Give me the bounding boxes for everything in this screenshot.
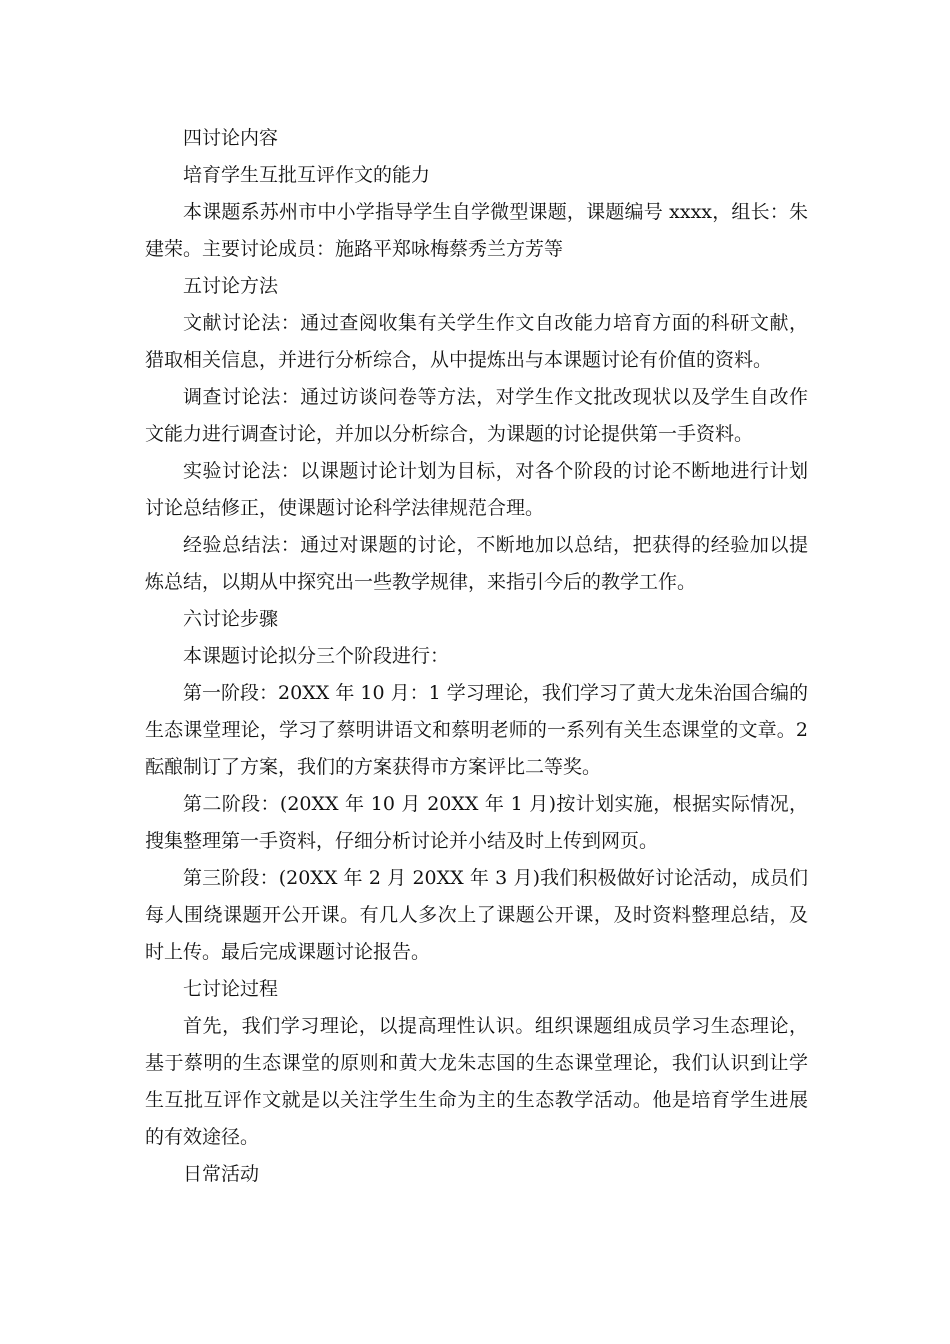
section-heading-steps: 六讨论步骤 (183, 608, 279, 630)
paragraph-experiment-method: 实验讨论法：以课题讨论计划为目标，对各个阶段的讨论不断地进行计划讨论总结修正，使课题讨论科学法律规范合理。 (145, 460, 808, 519)
paragraph-stage-two: 第二阶段：(20XX 年 10 月 20XX 年 1 月)按计划实施，根据实际情况，搜集整理第一手资料，仔细分析讨论并小结及时上传到网页。 (145, 793, 808, 852)
paragraph-survey-method: 调查讨论法：通过访谈问卷等方法，对学生作文批改现状以及学生自改作文能力进行调查讨论，并加以分析综合，为课题的讨论提供第一手资料。 (145, 386, 808, 445)
paragraph-literature-method: 文献讨论法：通过查阅收集有关学生作文自改能力培育方面的科研文献，猎取相关信息，并进行分析综合，从中提炼出与本课题讨论有价值的资料。 (145, 312, 808, 371)
section-heading-content: 四讨论内容 (183, 127, 279, 149)
paragraph-daily-activities: 日常活动 (183, 1163, 260, 1185)
document-body (145, 120, 808, 1193)
paragraph-topic: 培育学生互批互评作文的能力 (183, 164, 431, 186)
section-heading-process: 七讨论过程 (183, 978, 279, 1000)
section-heading-methods: 五讨论方法 (183, 275, 279, 297)
paragraph-stage-one: 第一阶段：20XX 年 10 月：1 学习理论，我们学习了黄大龙朱治国合编的生态课堂理论，学习了蔡明讲语文和蔡明老师的一系列有关生态课堂的文章。2 酝酿制订了方案，我们的方案获得市方案评比二等奖。 (145, 682, 808, 778)
paragraph-steps-intro: 本课题讨论拟分三个阶段进行： (183, 645, 450, 667)
paragraph-project-info: 本课题系苏州市中小学指导学生自学微型课题，课题编号 xxxx，组长：朱建荣。主要讨论成员：施路平郑咏梅蔡秀兰方芳等 (145, 201, 808, 260)
paragraph-experience-method: 经验总结法：通过对课题的讨论，不断地加以总结，把获得的经验加以提炼总结，以期从中探究出一些教学规律，来指引今后的教学工作。 (145, 534, 808, 593)
paragraph-process-theory: 首先，我们学习理论，以提高理性认识。组织课题组成员学习生态理论，基于蔡明的生态课堂的原则和黄大龙朱志国的生态课堂理论，我们认识到让学生互批互评作文就是以关注学生生命为主的生态教学活动。他是培育学生进展的有效途径。 (145, 1015, 808, 1148)
paragraph-stage-three: 第三阶段：(20XX 年 2 月 20XX 年 3 月)我们积极做好讨论活动，成员们每人围绕课题开公开课。有几人多次上了课题公开课，及时资料整理总结，及时上传。最后完成课题讨论报告。 (145, 867, 808, 963)
